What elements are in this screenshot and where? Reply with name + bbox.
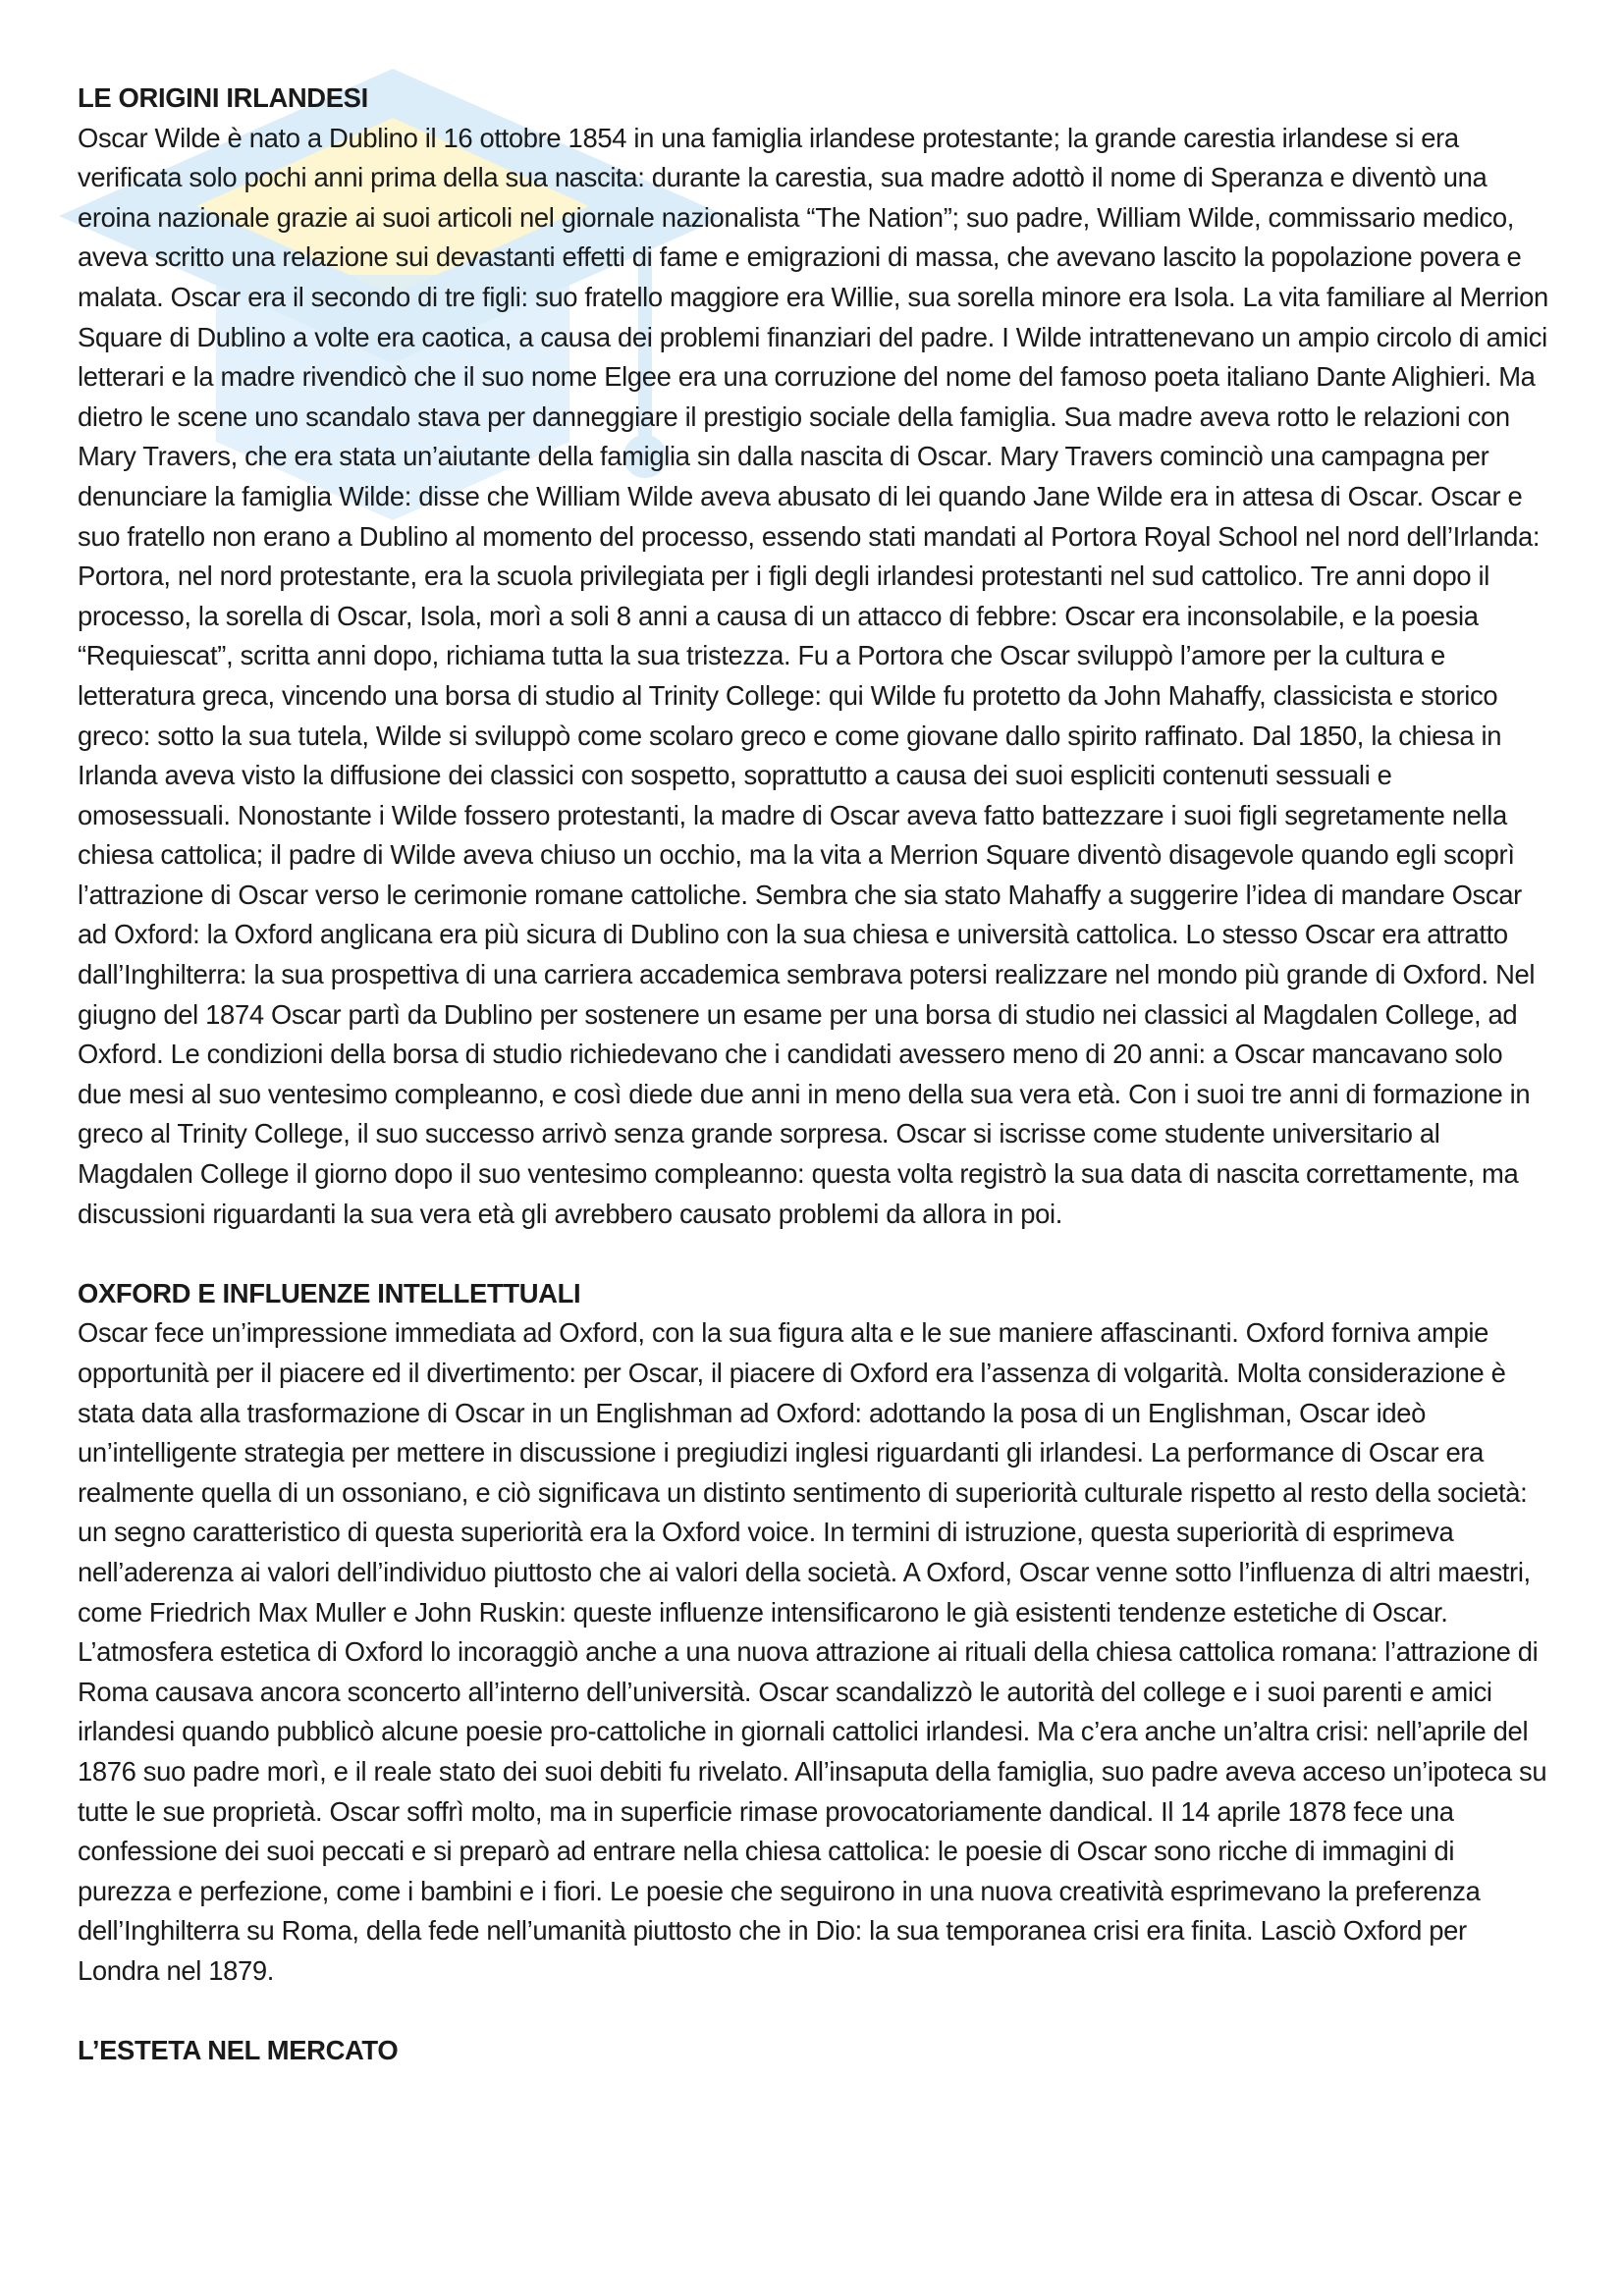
section-body: Oscar Wilde è nato a Dublino il 16 ottobre 1854 in una famiglia irlandese protestante; la grande carestia irlandese si era verificata solo pochi anni prima della sua nascita: durante la carestia, sua madre adottò il nome di Speranza e diventò una eroina nazionale grazie ai suoi articoli nel giornale nazionalista “The Nation”; suo padre, William Wilde, commissario medico, aveva scritto una relazione sui devastanti effetti di fame e emigrazioni di massa, che avevano lascito la popolazione povera e malata. Oscar era il secondo di tre figli: suo fratello maggiore era Willie, sua sorella minore era Isola. La vita familiare al Merrion Square di Dublino a volte era caotica, a causa dei problemi finanziari del padre. I Wilde intrattenevano un ampio circolo di amici letterari e la madre rivendicò che il suo nome Elgee era una corruzione del nome del famoso poeta italiano Dante Alighieri. Ma dietro le scene uno scandalo stava per danneggiare il prestigio sociale della famiglia. Sua madre aveva rotto le relazioni con Mary Travers, che era stata un’aiutante della famiglia sin dalla nascita di Oscar. Mary Travers cominciò una campagna per denunciare la famiglia Wilde: disse che William Wilde aveva abusato di lei quando Jane Wilde era in attesa di Oscar. Oscar e suo fratello non erano a Dublino al momento del processo, essendo stati mandati al Portora Royal School nel nord dell’Irlanda: Portora, nel nord protestante, era la scuola privilegiata per i figli degli irlandesi protestanti nel sud cattolico. Tre anni dopo il processo, la sorella di Oscar, Isola, morì a soli 8 anni a causa di un attacco di febbre: Oscar era inconsolabile, e la poesia “Requiescat”, scritta anni dopo, richiama tutta la sua tristezza. Fu a Portora che Oscar sviluppò l’amore per la cultura e letteratura greca, vincendo una borsa di studio al Trinity College: qui Wilde fu protetto da John Mahaffy, classicista e storico greco: sotto la sua tutela, Wilde si sviluppò come scolaro greco e come giovane dallo spirito raffinato. Dal 1850, la chiesa in Irlanda aveva visto la diffusione dei classici con sospetto, soprattutto a causa dei suoi espliciti contenuti sessuali e omosessuali. Nonostante i Wilde fossero protestanti, la madre di Oscar aveva fatto battezzare i suoi figli segretamente nella chiesa cattolica; il padre di Wilde aveva chiuso un occhio, ma la vita a Merrion Square diventò disagevole quando egli scoprì l’attrazione di Oscar verso le cerimonie romane cattoliche. Sembra che sia stato Mahaffy a suggerire l’idea di mandare Oscar ad Oxford: la Oxford anglicana era più sicura di Dublino con la sua chiesa e università cattolica. Lo stesso Oscar era attratto dall’Inghilterra: la sua prospettiva di una carriera accademica sembrava potersi realizzare nel mondo più grande di Oxford. Nel giugno del 1874 Oscar partì da Dublino per sostenere un esame per una borsa di studio nei classici al Magdalen College, ad Oxford. Le condizioni della borsa di studio richiedevano che i candidati avessero meno di 20 anni: a Oscar mancavano solo due mesi al suo ventesimo compleanno, e così diede due anni in meno della sua vera età. Con i suoi tre anni di formazione in greco al Trinity College, il suo successo arrivò senza grande sorpresa. Oscar si iscrisse come studente universitario al Magdalen College il giorno dopo il suo ventesimo compleanno: questa volta registrò la sua data di nascita correttamente, ma discussioni riguardanti la sua vera età gli avrebbero causato problemi da allora in poi. [78, 122, 1548, 1229]
section-oxford-influenze [78, 1274, 1550, 1992]
section-heading: L’ESTETA NEL MERCATO [78, 2035, 399, 2066]
section-heading: LE ORIGINI IRLANDESI [78, 82, 368, 113]
document-page [78, 79, 1550, 2110]
section-heading: OXFORD E INFLUENZE INTELLETTUALI [78, 1277, 581, 1308]
section-body: Oscar fece un’impressione immediata ad Oxford, con la sua figura alta e le sue maniere affascinanti. Oxford forniva ampie opportunità per il piacere ed il divertimento: per Oscar, il piacere di Oxford era l’assenza di volgarità. Molta considerazione è stata data alla trasformazione di Oscar in un Englishman ad Oxford: adottando la posa di un Englishman, Oscar ideò un’intelligente strategia per mettere in discussione i pregiudizi inglesi riguardanti gli irlandesi. La performance di Oscar era realmente quella di un ossoniano, e ciò significava un distinto sentimento di superiorità culturale rispetto al resto della società: un segno caratteristico di questa superiorità era la Oxford voice. In termini di istruzione, questa superiorità di esprimeva nell’aderenza ai valori dell’individuo piuttosto che ai valori della società. A Oxford, Oscar venne sotto l’influenza di altri maestri, come Friedrich Max Muller e John Ruskin: queste influenze intensificarono le già esistenti tendenze estetiche di Oscar. L’atmosfera estetica di Oxford lo incoraggiò anche a una nuova attrazione ai rituali della chiesa cattolica romana: l’attrazione di Roma causava ancora sconcerto all’interno dell’università. Oscar scandalizzò le autorità del college e i suoi parenti e amici irlandesi quando pubblicò alcune poesie pro-cattoliche in giornali cattolici irlandesi. Ma c’era anche un’altra crisi: nell’aprile del 1876 suo padre morì, e il reale stato dei suoi debiti fu rivelato. All’insaputa della famiglia, suo padre aveva acceso un’ipoteca su tutte le sue proprietà. Oscar soffrì molto, ma in superficie rimase provocatoriamente dandical. Il 14 aprile 1878 fece una confessione dei suoi peccati e si preparò ad entrare nella chiesa cattolica: le poesie di Oscar sono ricche di immagini di purezza e perfezione, come i bambini e i fiori. Le poesie che seguirono in una nuova creatività esprimevano la preferenza dell’Inghilterra su Roma, della fede nell’umanità piuttosto che in Dio: la sua temporanea crisi era finita. Lasciò Oxford per Londra nel 1879. [78, 1317, 1547, 1986]
section-origini-irlandesi [78, 79, 1550, 1234]
section-esteta-mercato [78, 2031, 1550, 2071]
